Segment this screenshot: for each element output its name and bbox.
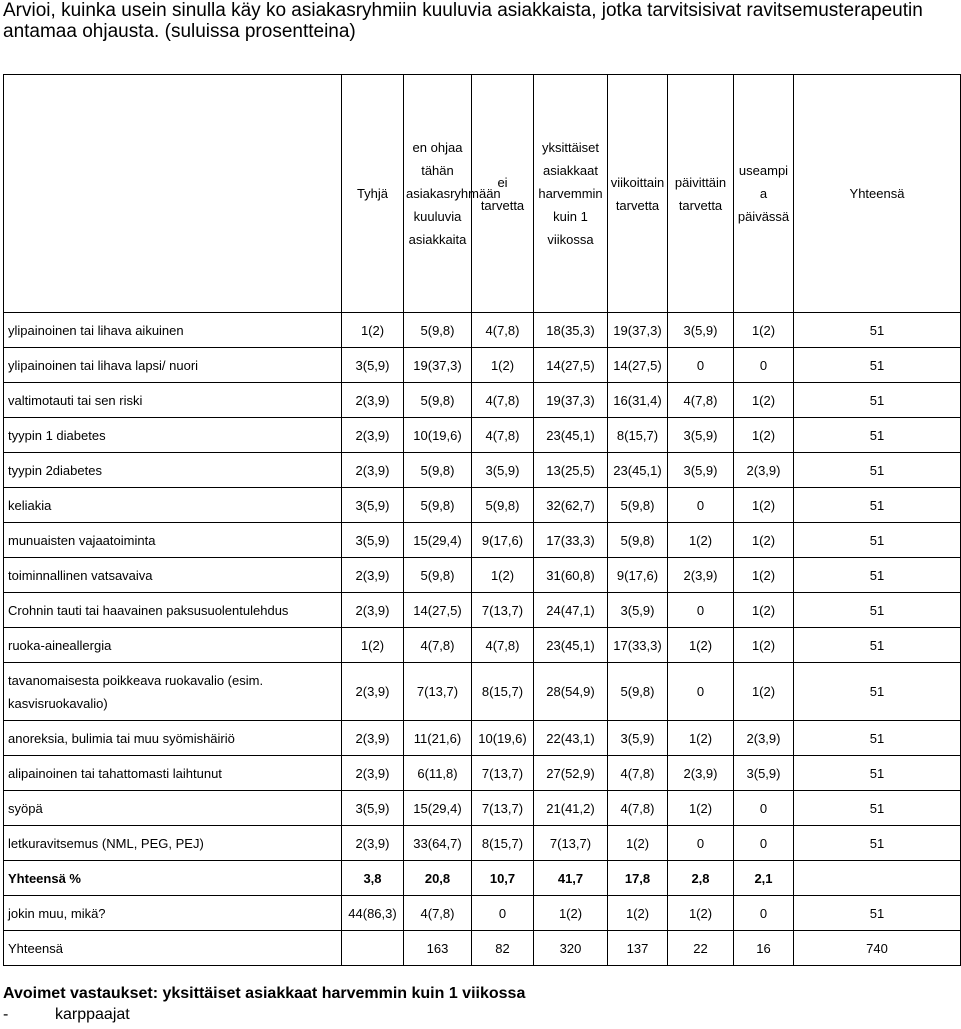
cell-value: 1(2) <box>668 896 734 931</box>
cell-value: 1(2) <box>734 558 794 593</box>
cell-value: 18(35,3) <box>534 313 608 348</box>
cell-value: 1(2) <box>668 721 734 756</box>
cell-value: 33(64,7) <box>404 826 472 861</box>
row-label: letkuravitsemus (NML, PEG, PEJ) <box>4 826 342 861</box>
row-total: 51 <box>794 628 961 663</box>
row-label: keliakia <box>4 488 342 523</box>
row-total: 51 <box>794 756 961 791</box>
cell-value: 2(3,9) <box>342 826 404 861</box>
table-row <box>4 558 961 593</box>
row-label: anoreksia, bulimia tai muu syömishäiriö <box>4 721 342 756</box>
cell-value: 1(2) <box>342 313 404 348</box>
row-total: 51 <box>794 313 961 348</box>
cell-value: 31(60,8) <box>534 558 608 593</box>
cell-value: 3(5,9) <box>668 418 734 453</box>
column-header: ei tarvetta <box>472 75 534 313</box>
cell-value: 320 <box>534 931 608 966</box>
cell-value: 2,1 <box>734 861 794 896</box>
cell-value: 7(13,7) <box>472 593 534 628</box>
row-label: tyypin 1 diabetes <box>4 418 342 453</box>
cell-value: 137 <box>608 931 668 966</box>
row-label: valtimotauti tai sen riski <box>4 383 342 418</box>
page-title: Arvioi, kuinka usein sinulla käy ko asiakasryhmiin kuuluvia asiakkaista, jotka tarvitsisivat ravitsemusterapeutin antamaa ohjausta. (suluissa prosentteina) <box>3 0 923 42</box>
cell-value: 0 <box>668 663 734 721</box>
table-row <box>4 383 961 418</box>
cell-value: 163 <box>404 931 472 966</box>
row-label: munuaisten vajaatoiminta <box>4 523 342 558</box>
cell-value: 3(5,9) <box>608 721 668 756</box>
cell-value: 0 <box>668 826 734 861</box>
cell-value: 4(7,8) <box>472 383 534 418</box>
row-total: 51 <box>794 721 961 756</box>
table-row <box>4 453 961 488</box>
cell-value: 5(9,8) <box>404 488 472 523</box>
row-total: 51 <box>794 896 961 931</box>
column-header: Yhteensä <box>794 75 961 313</box>
cell-value: 5(9,8) <box>404 383 472 418</box>
row-label: tavanomaisesta poikkeava ruokavalio (esim. kasvisruokavalio) <box>4 663 342 721</box>
cell-value: 10,7 <box>472 861 534 896</box>
cell-value: 4(7,8) <box>668 383 734 418</box>
cell-value: 2(3,9) <box>342 558 404 593</box>
cell-value: 2(3,9) <box>342 756 404 791</box>
row-total: 51 <box>794 593 961 628</box>
cell-value: 23(45,1) <box>534 628 608 663</box>
cell-value: 19(37,3) <box>404 348 472 383</box>
row-total: 51 <box>794 383 961 418</box>
cell-value: 17(33,3) <box>534 523 608 558</box>
cell-value: 4(7,8) <box>472 313 534 348</box>
cell-value: 1(2) <box>734 523 794 558</box>
cell-value: 3(5,9) <box>342 791 404 826</box>
row-total: 740 <box>794 931 961 966</box>
cell-value: 2(3,9) <box>668 756 734 791</box>
cell-value: 14(27,5) <box>404 593 472 628</box>
cell-value: 3(5,9) <box>472 453 534 488</box>
column-header: päivittäin tarvetta <box>668 75 734 313</box>
row-label: ruoka-aineallergia <box>4 628 342 663</box>
row-label: syöpä <box>4 791 342 826</box>
cell-value: 4(7,8) <box>608 756 668 791</box>
cell-value: 22(43,1) <box>534 721 608 756</box>
row-total: 51 <box>794 791 961 826</box>
cell-value: 5(9,8) <box>608 663 668 721</box>
cell-value: 5(9,8) <box>608 523 668 558</box>
cell-value: 7(13,7) <box>404 663 472 721</box>
row-label: jokin muu, mikä? <box>4 896 342 931</box>
row-total: 51 <box>794 826 961 861</box>
cell-value: 15(29,4) <box>404 791 472 826</box>
cell-value: 2(3,9) <box>342 721 404 756</box>
cell-value: 44(86,3) <box>342 896 404 931</box>
table-row <box>4 593 961 628</box>
open-answer-item <box>3 1006 130 1024</box>
table-row <box>4 348 961 383</box>
table-body <box>4 313 961 966</box>
cell-value: 3(5,9) <box>608 593 668 628</box>
cell-value: 23(45,1) <box>608 453 668 488</box>
cell-value: 2(3,9) <box>668 558 734 593</box>
cell-value: 0 <box>668 348 734 383</box>
cell-value: 17,8 <box>608 861 668 896</box>
cell-value: 15(29,4) <box>404 523 472 558</box>
cell-value: 7(13,7) <box>472 756 534 791</box>
cell-value: 1(2) <box>734 418 794 453</box>
cell-value: 1(2) <box>472 558 534 593</box>
column-header: en ohjaa tähän asiakasryhmään kuuluvia asiakkaita <box>404 75 472 313</box>
cell-value: 3(5,9) <box>342 348 404 383</box>
cell-value: 14(27,5) <box>534 348 608 383</box>
row-total: 51 <box>794 663 961 721</box>
row-total: 51 <box>794 523 961 558</box>
cell-value: 3(5,9) <box>734 756 794 791</box>
cell-value: 1(2) <box>734 488 794 523</box>
cell-value: 1(2) <box>734 383 794 418</box>
cell-value: 23(45,1) <box>534 418 608 453</box>
row-label: Yhteensä % <box>4 861 342 896</box>
cell-value: 32(62,7) <box>534 488 608 523</box>
table-row <box>4 791 961 826</box>
cell-value: 21(41,2) <box>534 791 608 826</box>
survey-table <box>3 74 961 966</box>
cell-value: 1(2) <box>734 313 794 348</box>
row-label: tyypin 2diabetes <box>4 453 342 488</box>
column-header: yksittäiset asiakkaat harvemmin kuin 1 viikossa <box>534 75 608 313</box>
cell-value: 3(5,9) <box>668 453 734 488</box>
cell-value: 2(3,9) <box>342 593 404 628</box>
row-total: 51 <box>794 418 961 453</box>
row-total <box>794 861 961 896</box>
cell-value: 17(33,3) <box>608 628 668 663</box>
cell-value: 2(3,9) <box>734 453 794 488</box>
cell-value: 1(2) <box>472 348 534 383</box>
cell-value: 16(31,4) <box>608 383 668 418</box>
cell-value: 1(2) <box>608 896 668 931</box>
cell-value: 5(9,8) <box>404 313 472 348</box>
row-total: 51 <box>794 558 961 593</box>
column-header: useampi a päivässä <box>734 75 794 313</box>
row-label: ylipainoinen tai lihava lapsi/ nuori <box>4 348 342 383</box>
cell-value: 3(5,9) <box>668 313 734 348</box>
cell-value: 5(9,8) <box>472 488 534 523</box>
row-label: toiminnallinen vatsavaiva <box>4 558 342 593</box>
cell-value: 4(7,8) <box>472 628 534 663</box>
cell-value: 7(13,7) <box>472 791 534 826</box>
cell-value: 1(2) <box>668 628 734 663</box>
table-row <box>4 896 961 931</box>
row-label: alipainoinen tai tahattomasti laihtunut <box>4 756 342 791</box>
cell-value: 8(15,7) <box>608 418 668 453</box>
cell-value: 0 <box>472 896 534 931</box>
table-row <box>4 628 961 663</box>
table-row <box>4 861 961 896</box>
cell-value: 1(2) <box>734 663 794 721</box>
cell-value: 82 <box>472 931 534 966</box>
column-header: Tyhjä <box>342 75 404 313</box>
cell-value: 2(3,9) <box>342 453 404 488</box>
row-total: 51 <box>794 488 961 523</box>
cell-value: 4(7,8) <box>472 418 534 453</box>
cell-value: 1(2) <box>342 628 404 663</box>
row-label: Yhteensä <box>4 931 342 966</box>
row-total: 51 <box>794 453 961 488</box>
cell-value: 2(3,9) <box>342 418 404 453</box>
column-header: viikoittain tarvetta <box>608 75 668 313</box>
cell-value: 9(17,6) <box>608 558 668 593</box>
cell-value: 1(2) <box>534 896 608 931</box>
cell-value: 1(2) <box>734 628 794 663</box>
cell-value: 0 <box>668 593 734 628</box>
cell-value: 3(5,9) <box>342 523 404 558</box>
cell-value: 22 <box>668 931 734 966</box>
cell-value: 8(15,7) <box>472 826 534 861</box>
cell-value: 4(7,8) <box>404 896 472 931</box>
cell-value: 16 <box>734 931 794 966</box>
cell-value: 28(54,9) <box>534 663 608 721</box>
table-row <box>4 523 961 558</box>
cell-value: 6(11,8) <box>404 756 472 791</box>
cell-value: 3(5,9) <box>342 488 404 523</box>
cell-value: 11(21,6) <box>404 721 472 756</box>
cell-value: 10(19,6) <box>404 418 472 453</box>
table-row <box>4 418 961 453</box>
open-answers-title: Avoimet vastaukset: yksittäiset asiakkaat harvemmin kuin 1 viikossa <box>3 985 526 1002</box>
cell-value <box>342 931 404 966</box>
open-answer-bullet: - <box>3 1006 9 1023</box>
cell-value: 20,8 <box>404 861 472 896</box>
cell-value: 1(2) <box>668 523 734 558</box>
cell-value: 10(19,6) <box>472 721 534 756</box>
table-row <box>4 313 961 348</box>
cell-value: 0 <box>734 896 794 931</box>
cell-value: 7(13,7) <box>534 826 608 861</box>
cell-value: 0 <box>734 826 794 861</box>
cell-value: 3,8 <box>342 861 404 896</box>
table-row <box>4 826 961 861</box>
header-corner <box>4 75 342 313</box>
cell-value: 1(2) <box>668 791 734 826</box>
cell-value: 27(52,9) <box>534 756 608 791</box>
cell-value: 5(9,8) <box>404 453 472 488</box>
cell-value: 0 <box>668 488 734 523</box>
table-row <box>4 756 961 791</box>
cell-value: 4(7,8) <box>404 628 472 663</box>
cell-value: 13(25,5) <box>534 453 608 488</box>
open-answer-text: karppaajat <box>55 1006 130 1023</box>
cell-value: 2(3,9) <box>342 383 404 418</box>
cell-value: 0 <box>734 348 794 383</box>
cell-value: 5(9,8) <box>404 558 472 593</box>
cell-value: 5(9,8) <box>608 488 668 523</box>
table-row <box>4 721 961 756</box>
cell-value: 19(37,3) <box>534 383 608 418</box>
cell-value: 24(47,1) <box>534 593 608 628</box>
cell-value: 2,8 <box>668 861 734 896</box>
cell-value: 14(27,5) <box>608 348 668 383</box>
cell-value: 1(2) <box>608 826 668 861</box>
cell-value: 19(37,3) <box>608 313 668 348</box>
cell-value: 2(3,9) <box>342 663 404 721</box>
table-row <box>4 488 961 523</box>
cell-value: 0 <box>734 791 794 826</box>
cell-value: 1(2) <box>734 593 794 628</box>
row-label: ylipainoinen tai lihava aikuinen <box>4 313 342 348</box>
cell-value: 4(7,8) <box>608 791 668 826</box>
cell-value: 8(15,7) <box>472 663 534 721</box>
row-label: Crohnin tauti tai haavainen paksusuolentulehdus <box>4 593 342 628</box>
table-row <box>4 663 961 721</box>
cell-value: 2(3,9) <box>734 721 794 756</box>
cell-value: 9(17,6) <box>472 523 534 558</box>
row-total: 51 <box>794 348 961 383</box>
cell-value: 41,7 <box>534 861 608 896</box>
table-row <box>4 931 961 966</box>
header-row <box>4 75 961 313</box>
